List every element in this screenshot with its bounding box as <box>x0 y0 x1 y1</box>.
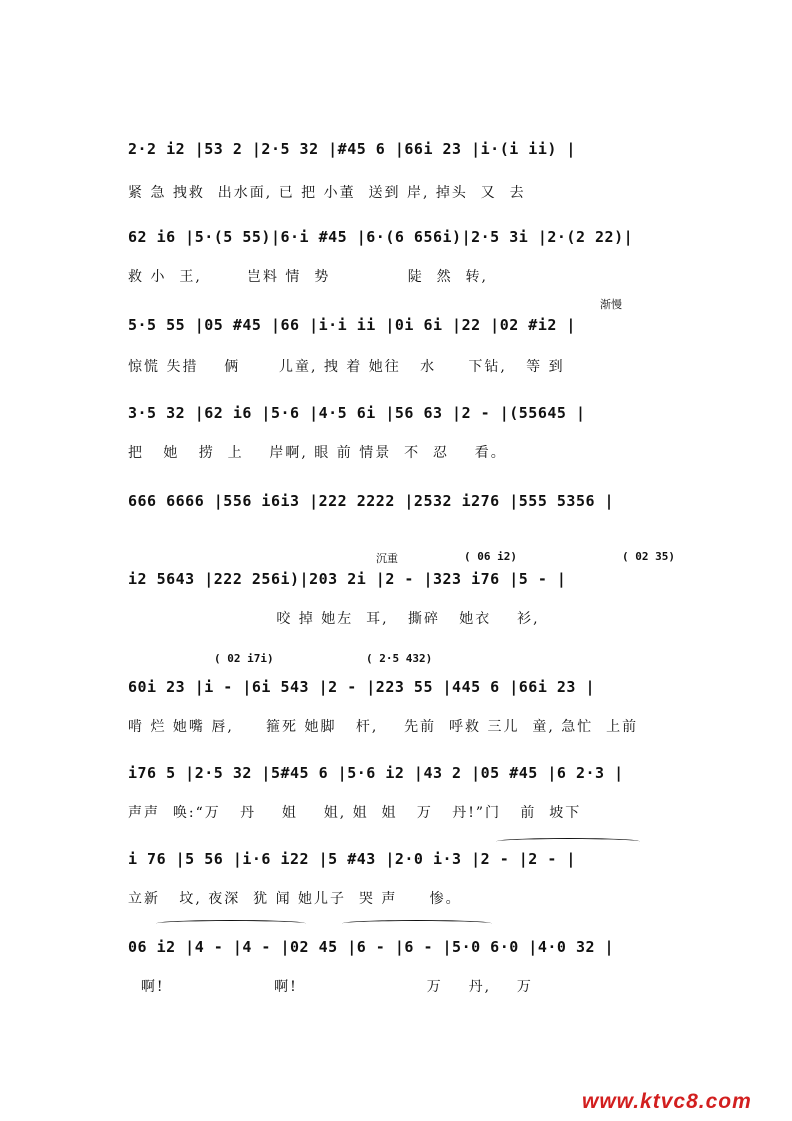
lyrics-line-3: 惊慌 失措 俩 儿童, 拽 着 她往 水 下钻, 等 到 <box>128 359 565 375</box>
lyrics-line-9: 立新 坟, 夜深 犹 闻 她儿子 哭 声 惨。 <box>128 891 462 907</box>
slur-mark <box>156 920 306 927</box>
notes-line-8: i76 5 |2·5 32 |5#45 6 |5·6 i2 |43 2 |05 #45 |6 2·3 | <box>128 764 624 782</box>
slur-mark <box>496 838 640 845</box>
lyrics-line-7: 啃 烂 她嘴 唇, 箍死 她脚 杆, 先前 呼救 三儿 童, 急忙 上前 <box>128 719 639 735</box>
lyrics-line-4: 把 她 捞 上 岸啊, 眼 前 情景 不 忍 看。 <box>128 445 507 461</box>
accompaniment-figure-2: ( 02 35) <box>622 550 675 563</box>
notes-line-3: 5·5 55 |05 #45 |66 |i·i ii |0i 6i |22 |02 #i2 | <box>128 316 576 334</box>
lyrics-line-8: 声声 唤:“万 丹 姐 姐, 姐 姐 万 丹!”门 前 坡下 <box>128 805 582 821</box>
notes-line-10: 06 i2 |4 - |4 - |02 45 |6 - |6 - |5·0 6·0 |4·0 32 | <box>128 938 615 956</box>
accompaniment-figure-1: ( 06 i2) <box>464 550 517 563</box>
site-watermark: www.ktvc8.com <box>582 1090 752 1113</box>
accompaniment-figure-4: ( 2·5 432) <box>366 652 433 665</box>
lyrics-line-2: 救 小 王, 岂料 情 势 陡 然 转, <box>128 269 488 285</box>
notes-line-1: 2·2 i2 |53 2 |2·5 32 |#45 6 |66i 23 |i·(i ii) | <box>128 140 576 158</box>
notes-line-2: 62 i6 |5·(5 55)|6·i #45 |6·(6 656i)|2·5 3i |2·(2 22)| <box>128 228 634 246</box>
lyrics-line-10: 啊! 啊! 万 丹, 万 <box>128 979 533 995</box>
slur-mark <box>342 920 492 927</box>
notes-line-9: i 76 |5 56 |i·6 i22 |5 #43 |2·0 i·3 |2 - |2 - | <box>128 850 576 868</box>
notes-line-4: 3·5 32 |62 i6 |5·6 |4·5 6i |56 63 |2 - |(55645 | <box>128 404 586 422</box>
expression-marking-heavy: 沉重 <box>376 552 398 565</box>
accompaniment-figure-3: ( 02 i7i) <box>214 652 274 665</box>
notes-line-5: 666 6666 |556 i6i3 |222 2222 |2532 i276 |555 5356 | <box>128 492 615 510</box>
notes-line-7: 60i 23 |i - |6i 543 |2 - |223 55 |445 6 |66i 23 | <box>128 678 596 696</box>
lyrics-line-1: 紧 急 拽救 出水面, 已 把 小董 送到 岸, 掉头 又 去 <box>128 185 526 201</box>
lyrics-line-6: 咬 掉 她左 耳, 撕碎 她衣 衫, <box>128 611 540 627</box>
notes-line-6: i2 5643 |222 256i)|203 2i |2 - |323 i76 |5 - | <box>128 570 567 588</box>
tempo-marking-ritardando: 渐慢 <box>600 298 622 311</box>
